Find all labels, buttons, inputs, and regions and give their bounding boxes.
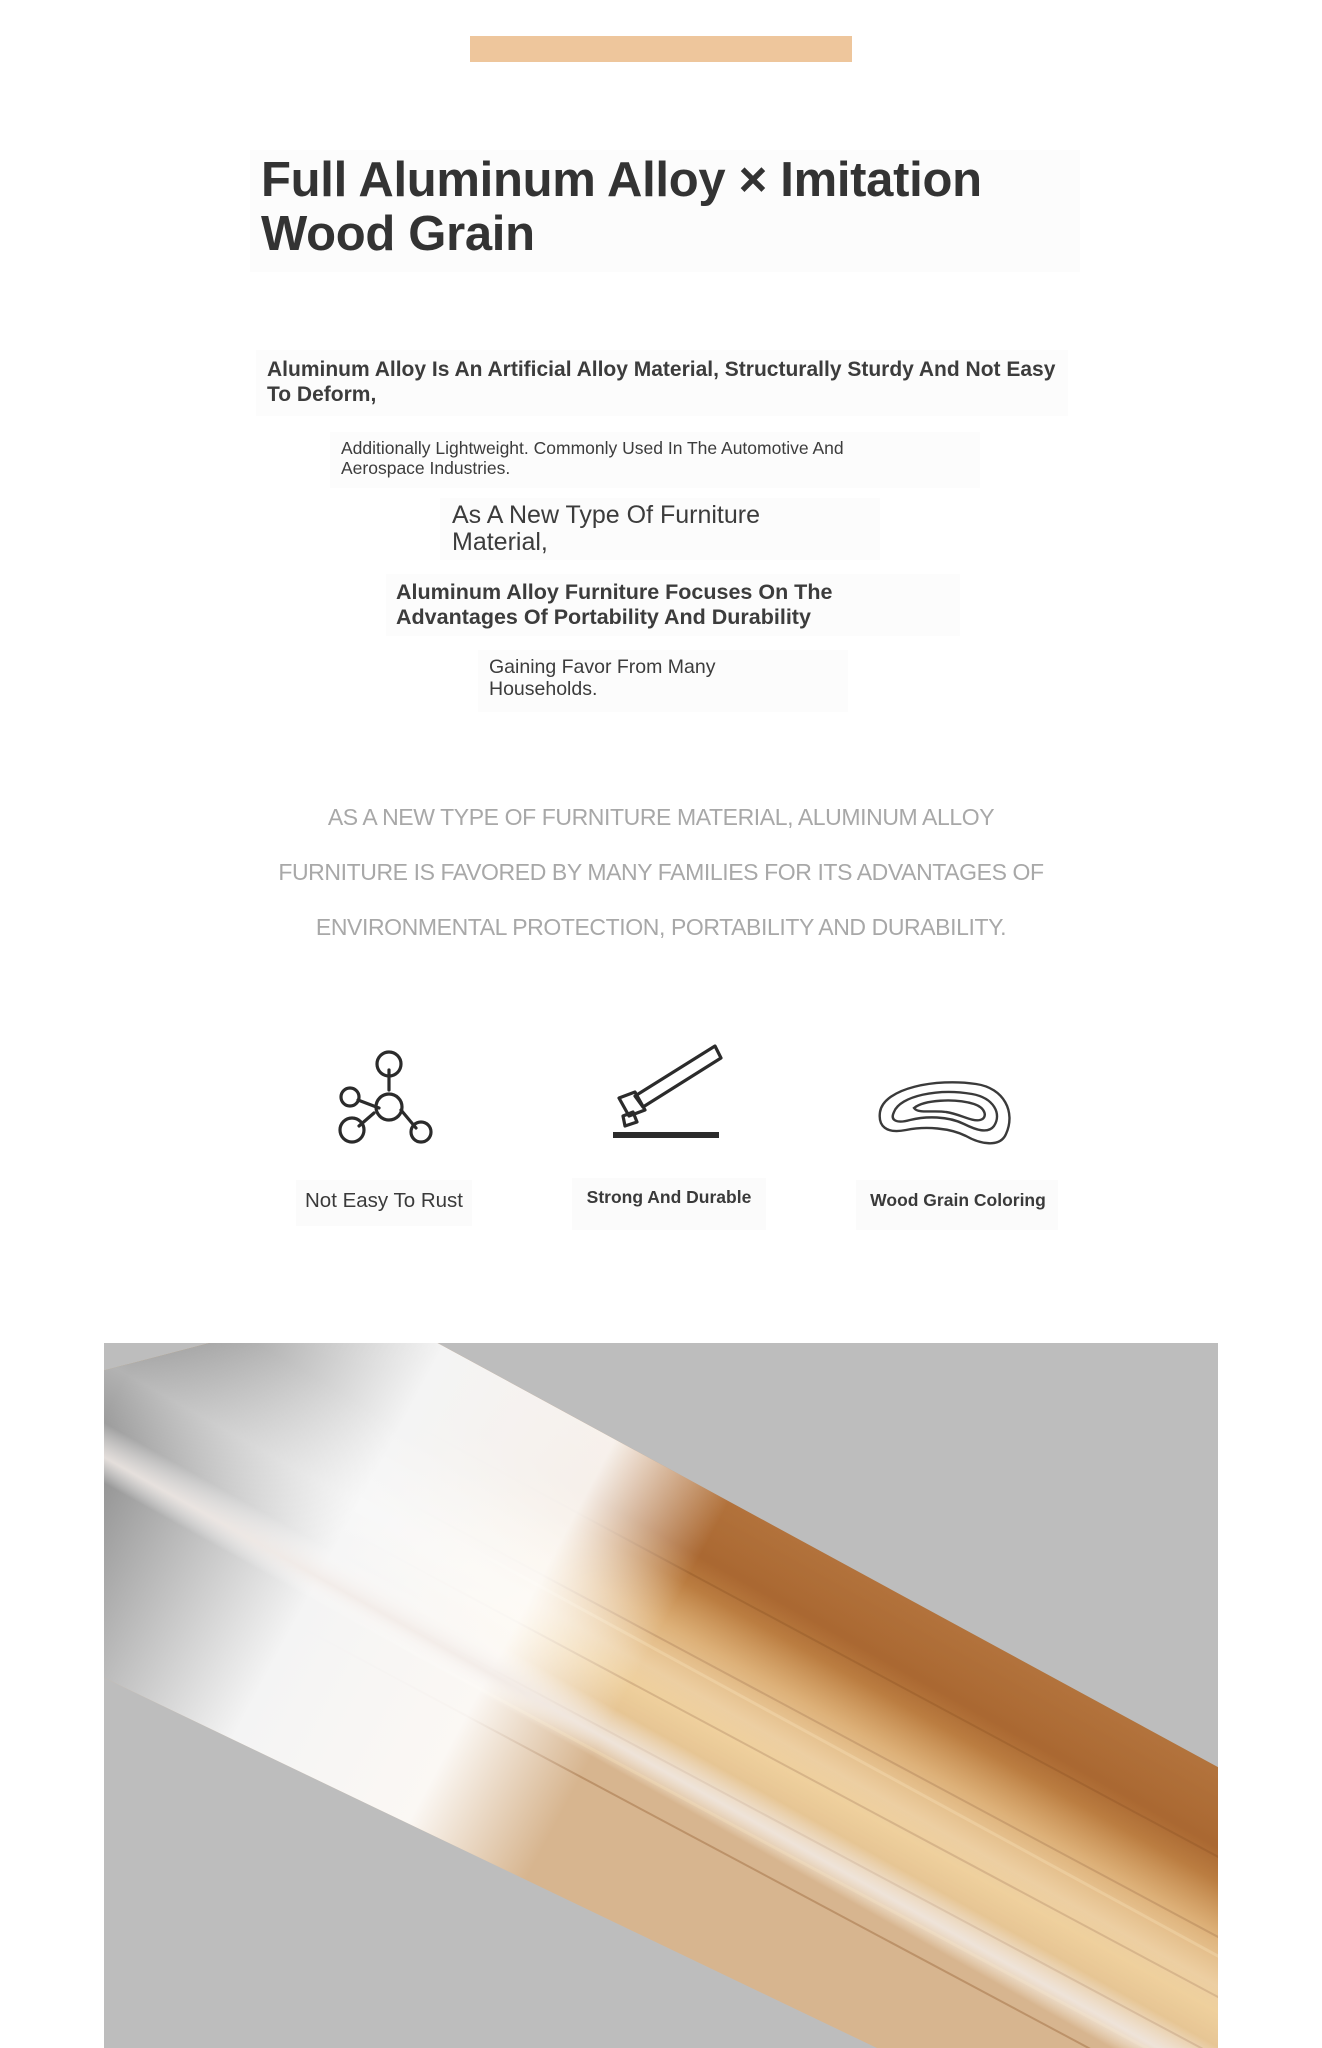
intro-paragraph-2: Additionally Lightweight. Commonly Used In The Automotive And Aerospace Industries. bbox=[341, 438, 844, 478]
feature-label-durable: Strong And Durable bbox=[586, 1187, 752, 1207]
caps-statement-line: FURNITURE IS FAVORED BY MANY FAMILIES FOR ITS ADVANTAGES OF bbox=[278, 859, 1044, 885]
caps-statement-line: AS A NEW TYPE OF FURNITURE MATERIAL, ALUMINUM ALLOY bbox=[327, 804, 995, 830]
intro-paragraph-5: Gaining Favor From Many Households. bbox=[489, 656, 716, 700]
wood-grain-icon bbox=[876, 1078, 1016, 1150]
caps-statement bbox=[261, 790, 1061, 955]
accent-bar bbox=[470, 36, 852, 62]
page-headline: Full Aluminum Alloy × Imitation Wood Grain bbox=[261, 153, 982, 261]
caps-statement-line: ENVIRONMENTAL PROTECTION, PORTABILITY AND DURABILITY. bbox=[315, 914, 1007, 940]
aluminum-tube-wood-grain-photo bbox=[104, 1343, 1218, 2048]
intro-paragraph-1: Aluminum Alloy Is An Artificial Alloy Material, Structurally Sturdy And Not Easy To Deform, bbox=[267, 358, 1056, 406]
hammer-icon bbox=[605, 1040, 725, 1144]
intro-paragraph-4: Aluminum Alloy Furniture Focuses On The Advantages Of Portability And Durability bbox=[396, 580, 833, 629]
feature-label-rust: Not Easy To Rust bbox=[305, 1189, 463, 1212]
intro-paragraph-3: As A New Type Of Furniture Material, bbox=[452, 501, 761, 556]
feature-label-wood-grain: Wood Grain Coloring bbox=[870, 1190, 1046, 1210]
molecule-icon bbox=[330, 1050, 440, 1150]
